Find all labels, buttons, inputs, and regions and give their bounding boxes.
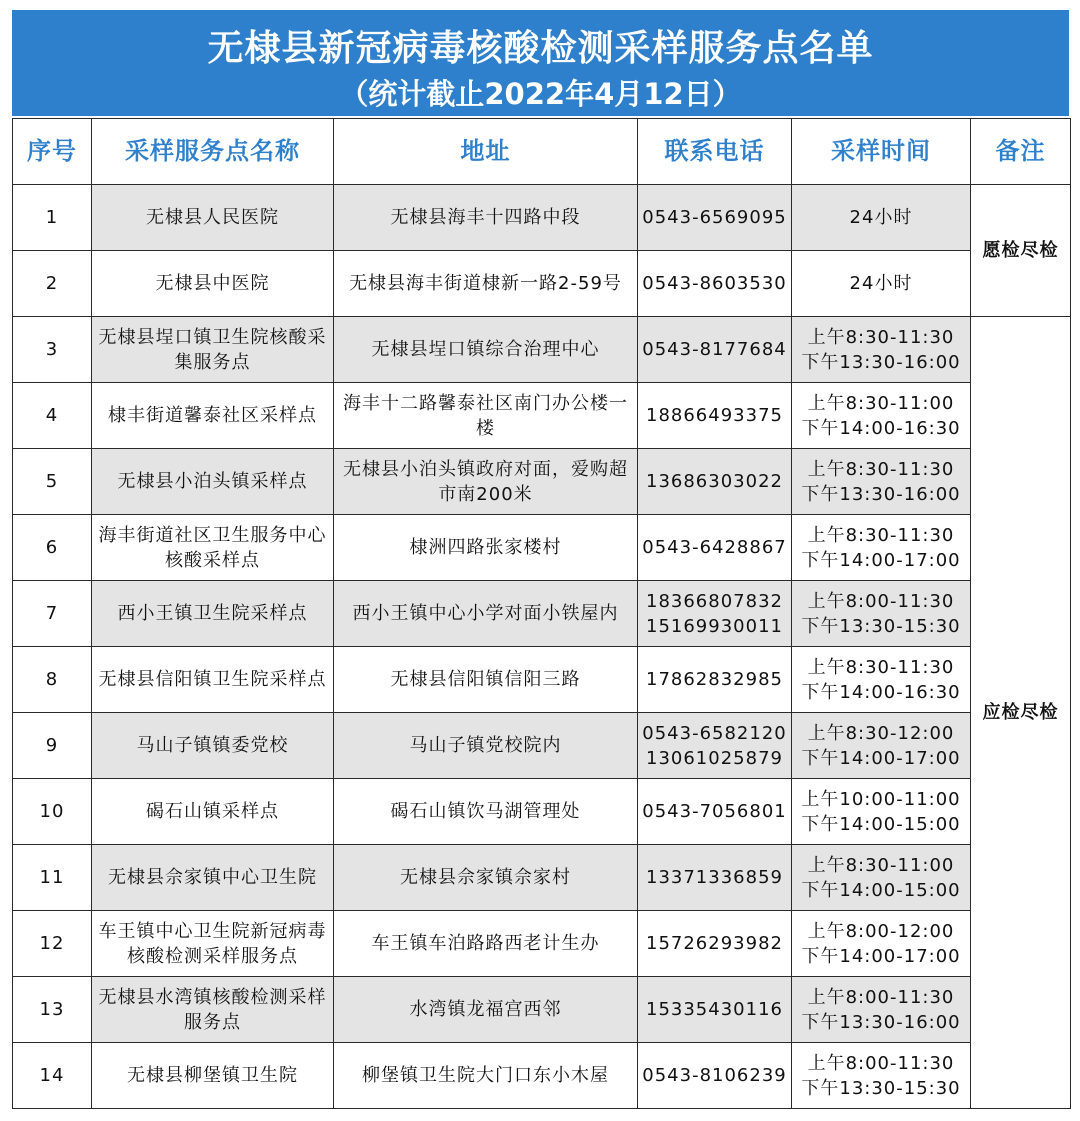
cell-line: 上午8:30-11:30	[807, 326, 955, 348]
cell-line: 上午8:00-11:30	[807, 1052, 955, 1074]
cell-line: 马山子镇镇委党校	[136, 735, 289, 756]
cell-line: 下午13:30-16:00	[801, 351, 961, 373]
cell-line: 24小时	[849, 207, 913, 228]
column-header-name: 采样服务点名称	[92, 119, 334, 185]
cell-line: 8	[45, 669, 59, 690]
cell-line: 下午14:00-15:00	[801, 879, 961, 901]
row-number	[13, 1043, 92, 1109]
cell-line: 无棣县中医院	[155, 273, 270, 294]
table-row	[13, 515, 1071, 581]
cell-line: 14	[39, 1065, 65, 1086]
contact-phone	[638, 647, 792, 713]
cell-line: 上午8:30-11:00	[807, 854, 955, 876]
sampling-time	[792, 1043, 971, 1109]
cell-line: 0543-8106239	[642, 1065, 787, 1086]
column-header-no: 序号	[13, 119, 92, 185]
contact-phone	[638, 977, 792, 1043]
cell-line: 4	[45, 405, 59, 426]
column-header-time: 采样时间	[792, 119, 971, 185]
cell-line: 7	[45, 603, 59, 624]
page-subtitle: （统计截止2022年4月12日）	[339, 77, 742, 111]
cell-line: 海丰街道社区卫生服务中心核酸采样点	[98, 524, 327, 571]
cell-line: 18366807832	[646, 590, 783, 612]
cell-line: 2	[45, 273, 59, 294]
site-name	[92, 251, 334, 317]
column-header-address: 地址	[334, 119, 638, 185]
sampling-sites-table	[12, 118, 1071, 1109]
cell-line: 碣石山镇饮马湖管理处	[390, 801, 581, 822]
cell-line: 下午14:00-17:00	[801, 549, 961, 571]
cell-line: 15726293982	[646, 933, 783, 954]
table-row	[13, 251, 1071, 317]
cell-line: 棣洲四路张家楼村	[409, 537, 562, 558]
cell-line: 下午13:30-15:30	[801, 615, 961, 637]
site-name	[92, 713, 334, 779]
cell-line: 3	[45, 339, 59, 360]
table-row	[13, 317, 1071, 383]
row-number	[13, 911, 92, 977]
site-name	[92, 581, 334, 647]
cell-line: 无棣县佘家镇中心卫生院	[108, 867, 317, 888]
table-row	[13, 779, 1071, 845]
cell-line: 10	[39, 801, 65, 822]
cell-line: 0543-8603530	[642, 273, 787, 294]
row-number	[13, 515, 92, 581]
site-name	[92, 317, 334, 383]
table-header-row	[13, 119, 1071, 185]
table-body	[13, 185, 1071, 1109]
cell-line: 无棣县佘家镇佘家村	[400, 867, 571, 888]
cell-line: 车王镇车泊路路西老计生办	[371, 933, 600, 954]
cell-line: 无棣县信阳镇卫生院采样点	[98, 669, 327, 690]
cell-line: 13061025879	[646, 747, 783, 769]
column-header-phone: 联系电话	[638, 119, 792, 185]
cell-line: 5	[45, 471, 59, 492]
row-number	[13, 977, 92, 1043]
cell-line: 下午14:00-16:30	[801, 417, 961, 439]
contact-phone	[638, 845, 792, 911]
cell-line: 9	[45, 735, 59, 756]
cell-line: 11	[39, 867, 65, 888]
table-row	[13, 185, 1071, 251]
contact-phone	[638, 713, 792, 779]
cell-line: 1	[45, 207, 59, 228]
site-name	[92, 1043, 334, 1109]
table-row	[13, 845, 1071, 911]
cell-line: 17862832985	[646, 669, 783, 690]
cell-line: 无棣县海丰街道棣新一路2-59号	[349, 273, 622, 294]
cell-line: 下午14:00-15:00	[801, 813, 961, 835]
sampling-time	[792, 911, 971, 977]
table-row	[13, 713, 1071, 779]
cell-line: 上午8:00-11:30	[807, 590, 955, 612]
cell-line: 15335430116	[646, 999, 783, 1020]
sampling-time	[792, 383, 971, 449]
cell-line: 无棣县小泊头镇采样点	[117, 471, 308, 492]
row-number	[13, 449, 92, 515]
site-address	[334, 251, 638, 317]
table-row	[13, 581, 1071, 647]
cell-line: 无棣县柳堡镇卫生院	[127, 1065, 298, 1086]
sampling-time	[792, 581, 971, 647]
site-name	[92, 647, 334, 713]
cell-line: 上午8:30-11:30	[807, 524, 955, 546]
cell-line: 下午13:30-15:30	[801, 1077, 961, 1099]
table-row	[13, 911, 1071, 977]
site-name	[92, 383, 334, 449]
sampling-time	[792, 317, 971, 383]
cell-line: 碣石山镇采样点	[146, 801, 279, 822]
note-mandatory-testing: 应检尽检	[971, 317, 1071, 1109]
page-title: 无棣县新冠病毒核酸检测采样服务点名单	[207, 28, 874, 69]
cell-line: 6	[45, 537, 59, 558]
sampling-time	[792, 647, 971, 713]
row-number	[13, 185, 92, 251]
cell-line: 上午8:30-12:00	[807, 722, 955, 744]
cell-line: 车王镇中心卫生院新冠病毒核酸检测采样服务点	[98, 920, 327, 967]
contact-phone	[638, 185, 792, 251]
site-address	[334, 317, 638, 383]
site-address	[334, 581, 638, 647]
note-voluntary-testing: 愿检尽检	[971, 185, 1071, 317]
site-name	[92, 185, 334, 251]
cell-line: 24小时	[849, 273, 913, 294]
sampling-time	[792, 713, 971, 779]
cell-line: 18866493375	[646, 405, 783, 426]
site-name	[92, 845, 334, 911]
table-row	[13, 647, 1071, 713]
title-banner	[12, 10, 1069, 116]
table-row	[13, 449, 1071, 515]
site-address	[334, 449, 638, 515]
cell-line: 无棣县水湾镇核酸检测采样服务点	[98, 986, 327, 1033]
site-address	[334, 713, 638, 779]
row-number	[13, 713, 92, 779]
cell-line: 下午14:00-16:30	[801, 681, 961, 703]
site-address	[334, 515, 638, 581]
table-row	[13, 977, 1071, 1043]
cell-line: 上午10:00-11:00	[801, 788, 961, 810]
cell-line: 上午8:30-11:00	[807, 392, 955, 414]
cell-line: 无棣县埕口镇综合治理中心	[371, 339, 600, 360]
cell-line: 上午8:00-12:00	[807, 920, 955, 942]
cell-line: 13371336859	[646, 867, 783, 888]
row-number	[13, 581, 92, 647]
row-number	[13, 251, 92, 317]
contact-phone	[638, 251, 792, 317]
contact-phone	[638, 911, 792, 977]
contact-phone	[638, 449, 792, 515]
site-address	[334, 845, 638, 911]
sampling-time	[792, 977, 971, 1043]
cell-line: 上午8:30-11:30	[807, 458, 955, 480]
cell-line: 马山子镇党校院内	[409, 735, 562, 756]
site-address	[334, 647, 638, 713]
site-address	[334, 779, 638, 845]
cell-line: 无棣县海丰十四路中段	[390, 207, 581, 228]
sampling-time	[792, 779, 971, 845]
contact-phone	[638, 515, 792, 581]
sampling-time	[792, 185, 971, 251]
cell-line: 0543-6569095	[642, 207, 787, 228]
sampling-time	[792, 251, 971, 317]
contact-phone	[638, 779, 792, 845]
cell-line: 上午8:00-11:30	[807, 986, 955, 1008]
row-number	[13, 845, 92, 911]
sampling-time	[792, 845, 971, 911]
cell-line: 无棣县埕口镇卫生院核酸采集服务点	[98, 326, 327, 373]
row-number	[13, 317, 92, 383]
row-number	[13, 383, 92, 449]
sampling-time	[792, 449, 971, 515]
contact-phone	[638, 383, 792, 449]
contact-phone	[638, 581, 792, 647]
site-name	[92, 779, 334, 845]
sampling-time	[792, 515, 971, 581]
cell-line: 棣丰街道馨泰社区采样点	[108, 405, 317, 426]
cell-line: 0543-7056801	[642, 801, 787, 822]
cell-line: 0543-6428867	[642, 537, 787, 558]
cell-line: 西小王镇中心小学对面小铁屋内	[352, 603, 619, 624]
site-name	[92, 515, 334, 581]
site-address	[334, 911, 638, 977]
cell-line: 15169930011	[646, 615, 783, 637]
table-row	[13, 1043, 1071, 1109]
site-name	[92, 977, 334, 1043]
cell-line: 无棣县人民医院	[146, 207, 279, 228]
cell-line: 西小王镇卫生院采样点	[117, 603, 308, 624]
row-number	[13, 779, 92, 845]
cell-line: 下午13:30-16:00	[801, 483, 961, 505]
cell-line: 0543-8177684	[642, 339, 787, 360]
cell-line: 下午14:00-17:00	[801, 945, 961, 967]
cell-line: 柳堡镇卫生院大门口东小木屋	[362, 1065, 609, 1086]
site-address	[334, 383, 638, 449]
cell-line: 无棣县小泊头镇政府对面，爱购超市南200米	[343, 458, 628, 505]
cell-line: 下午13:30-16:00	[801, 1011, 961, 1033]
contact-phone	[638, 1043, 792, 1109]
contact-phone	[638, 317, 792, 383]
cell-line: 无棣县信阳镇信阳三路	[390, 669, 581, 690]
table-row	[13, 383, 1071, 449]
site-address	[334, 977, 638, 1043]
cell-line: 海丰十二路馨泰社区南门办公楼一楼	[343, 392, 628, 439]
cell-line: 水湾镇龙福宫西邻	[409, 999, 562, 1020]
cell-line: 13	[39, 999, 65, 1020]
site-address	[334, 185, 638, 251]
column-header-note: 备注	[971, 119, 1071, 185]
cell-line: 上午8:30-11:30	[807, 656, 955, 678]
cell-line: 下午14:00-17:00	[801, 747, 961, 769]
cell-line: 13686303022	[646, 471, 783, 492]
cell-line: 0543-6582120	[642, 722, 787, 744]
site-address	[334, 1043, 638, 1109]
site-name	[92, 911, 334, 977]
row-number	[13, 647, 92, 713]
site-name	[92, 449, 334, 515]
cell-line: 12	[39, 933, 65, 954]
